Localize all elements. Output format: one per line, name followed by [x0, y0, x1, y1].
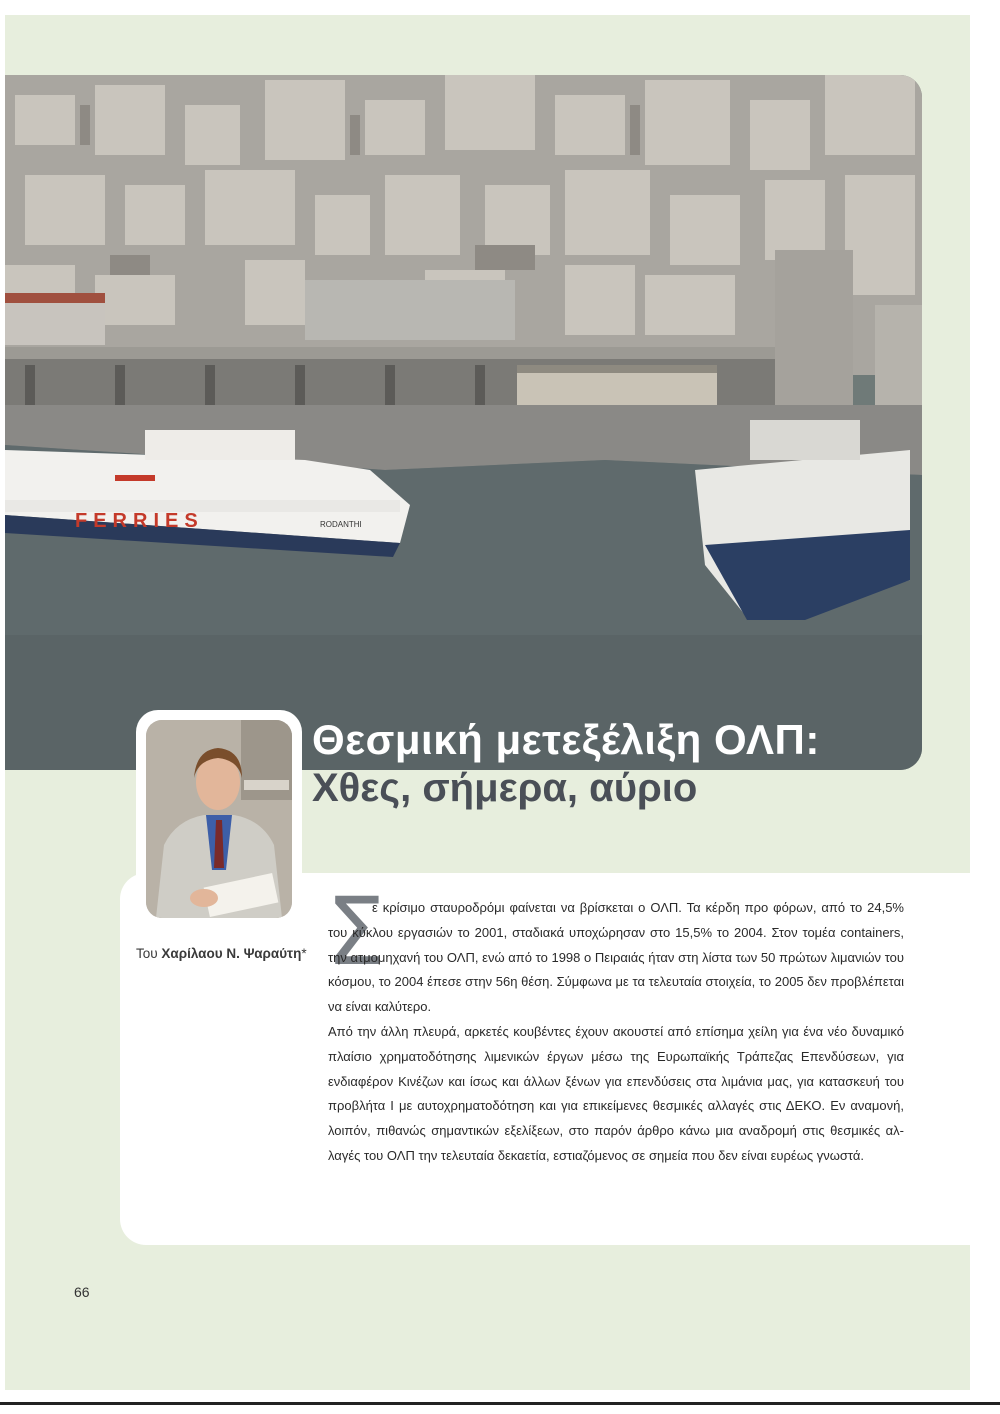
- author-name: Χαρίλαου Ν. Ψαραύτη: [161, 946, 302, 961]
- byline: [136, 946, 307, 961]
- article-title: Θεσμική μετεξέλιξη ΟΛΠ:: [312, 716, 820, 763]
- harbor-photo: [5, 75, 922, 770]
- article-body: [328, 896, 904, 1169]
- paragraph-1: ε κρίσιμο σταυροδρόμι φαίνεται να βρίσκεται ο ΟΛΠ. Τα κέρδη προ φόρων, από το 24,5% του κύκλου εργασιών το 2001, σταδιακά υποχώρησαν στο 15,5% το 2004. Στον τομέα containers, την ατμομηχανή του ΟΛΠ, ενώ από το 1998 ο Πειραιάς ήταν στη λίστα των 50 πρώτων λιμανιών του κόσμου, το 2004 έπεσε στην 56η θέση. Σύμφωνα με τα τελευταία στοιχεία, το 2005 δεν προβλέπεται να είναι καλύτερο.: [328, 900, 904, 1015]
- ship-livery-text: FERRIES: [75, 510, 204, 532]
- article-subtitle: Χθες, σήμερα, αύριο: [312, 766, 698, 810]
- page-number: 66: [74, 1284, 90, 1300]
- drop-cap: Σ: [326, 878, 386, 987]
- author-portrait-frame: [136, 710, 302, 928]
- ship-name-text: RODANTHI: [320, 520, 362, 529]
- author-portrait: [146, 720, 292, 918]
- bottom-rule: [0, 1402, 1000, 1405]
- paragraph-2: Από την άλλη πλευρά, αρκετές κουβέντες έχουν ακουστεί από επίσημα χείλη για ένα νέο δυναμικό πλαίσιο χρηματοδότησης λιμενικών έργων μέσω της Ευρωπαϊκής Τράπεζας Επενδύσεων, για ενδιαφέρον Κινέζων και ίσως και άλλων ξένων για επενδύσεις στα λιμάνια μας, για κατασκευή του προβλήτα Ι με αυτοχρηματοδότηση και για επικείμενες θεσμικές αλλαγές στις ΔΕΚΟ. Εν αναμονή, λοιπόν, πιθανώς σημαντικών εξελίξεων, στο παρόν άρθρο κάνω μια αναδρομή στις θεσμικές αλλαγές του ΟΛΠ την τελευταία δεκαετία, εστιαζόμενος σε σημεία που δεν είναι ευρέως γνωστά.: [328, 1023, 904, 1163]
- byline-prefix: Του: [136, 946, 158, 961]
- byline-mark: *: [301, 946, 307, 961]
